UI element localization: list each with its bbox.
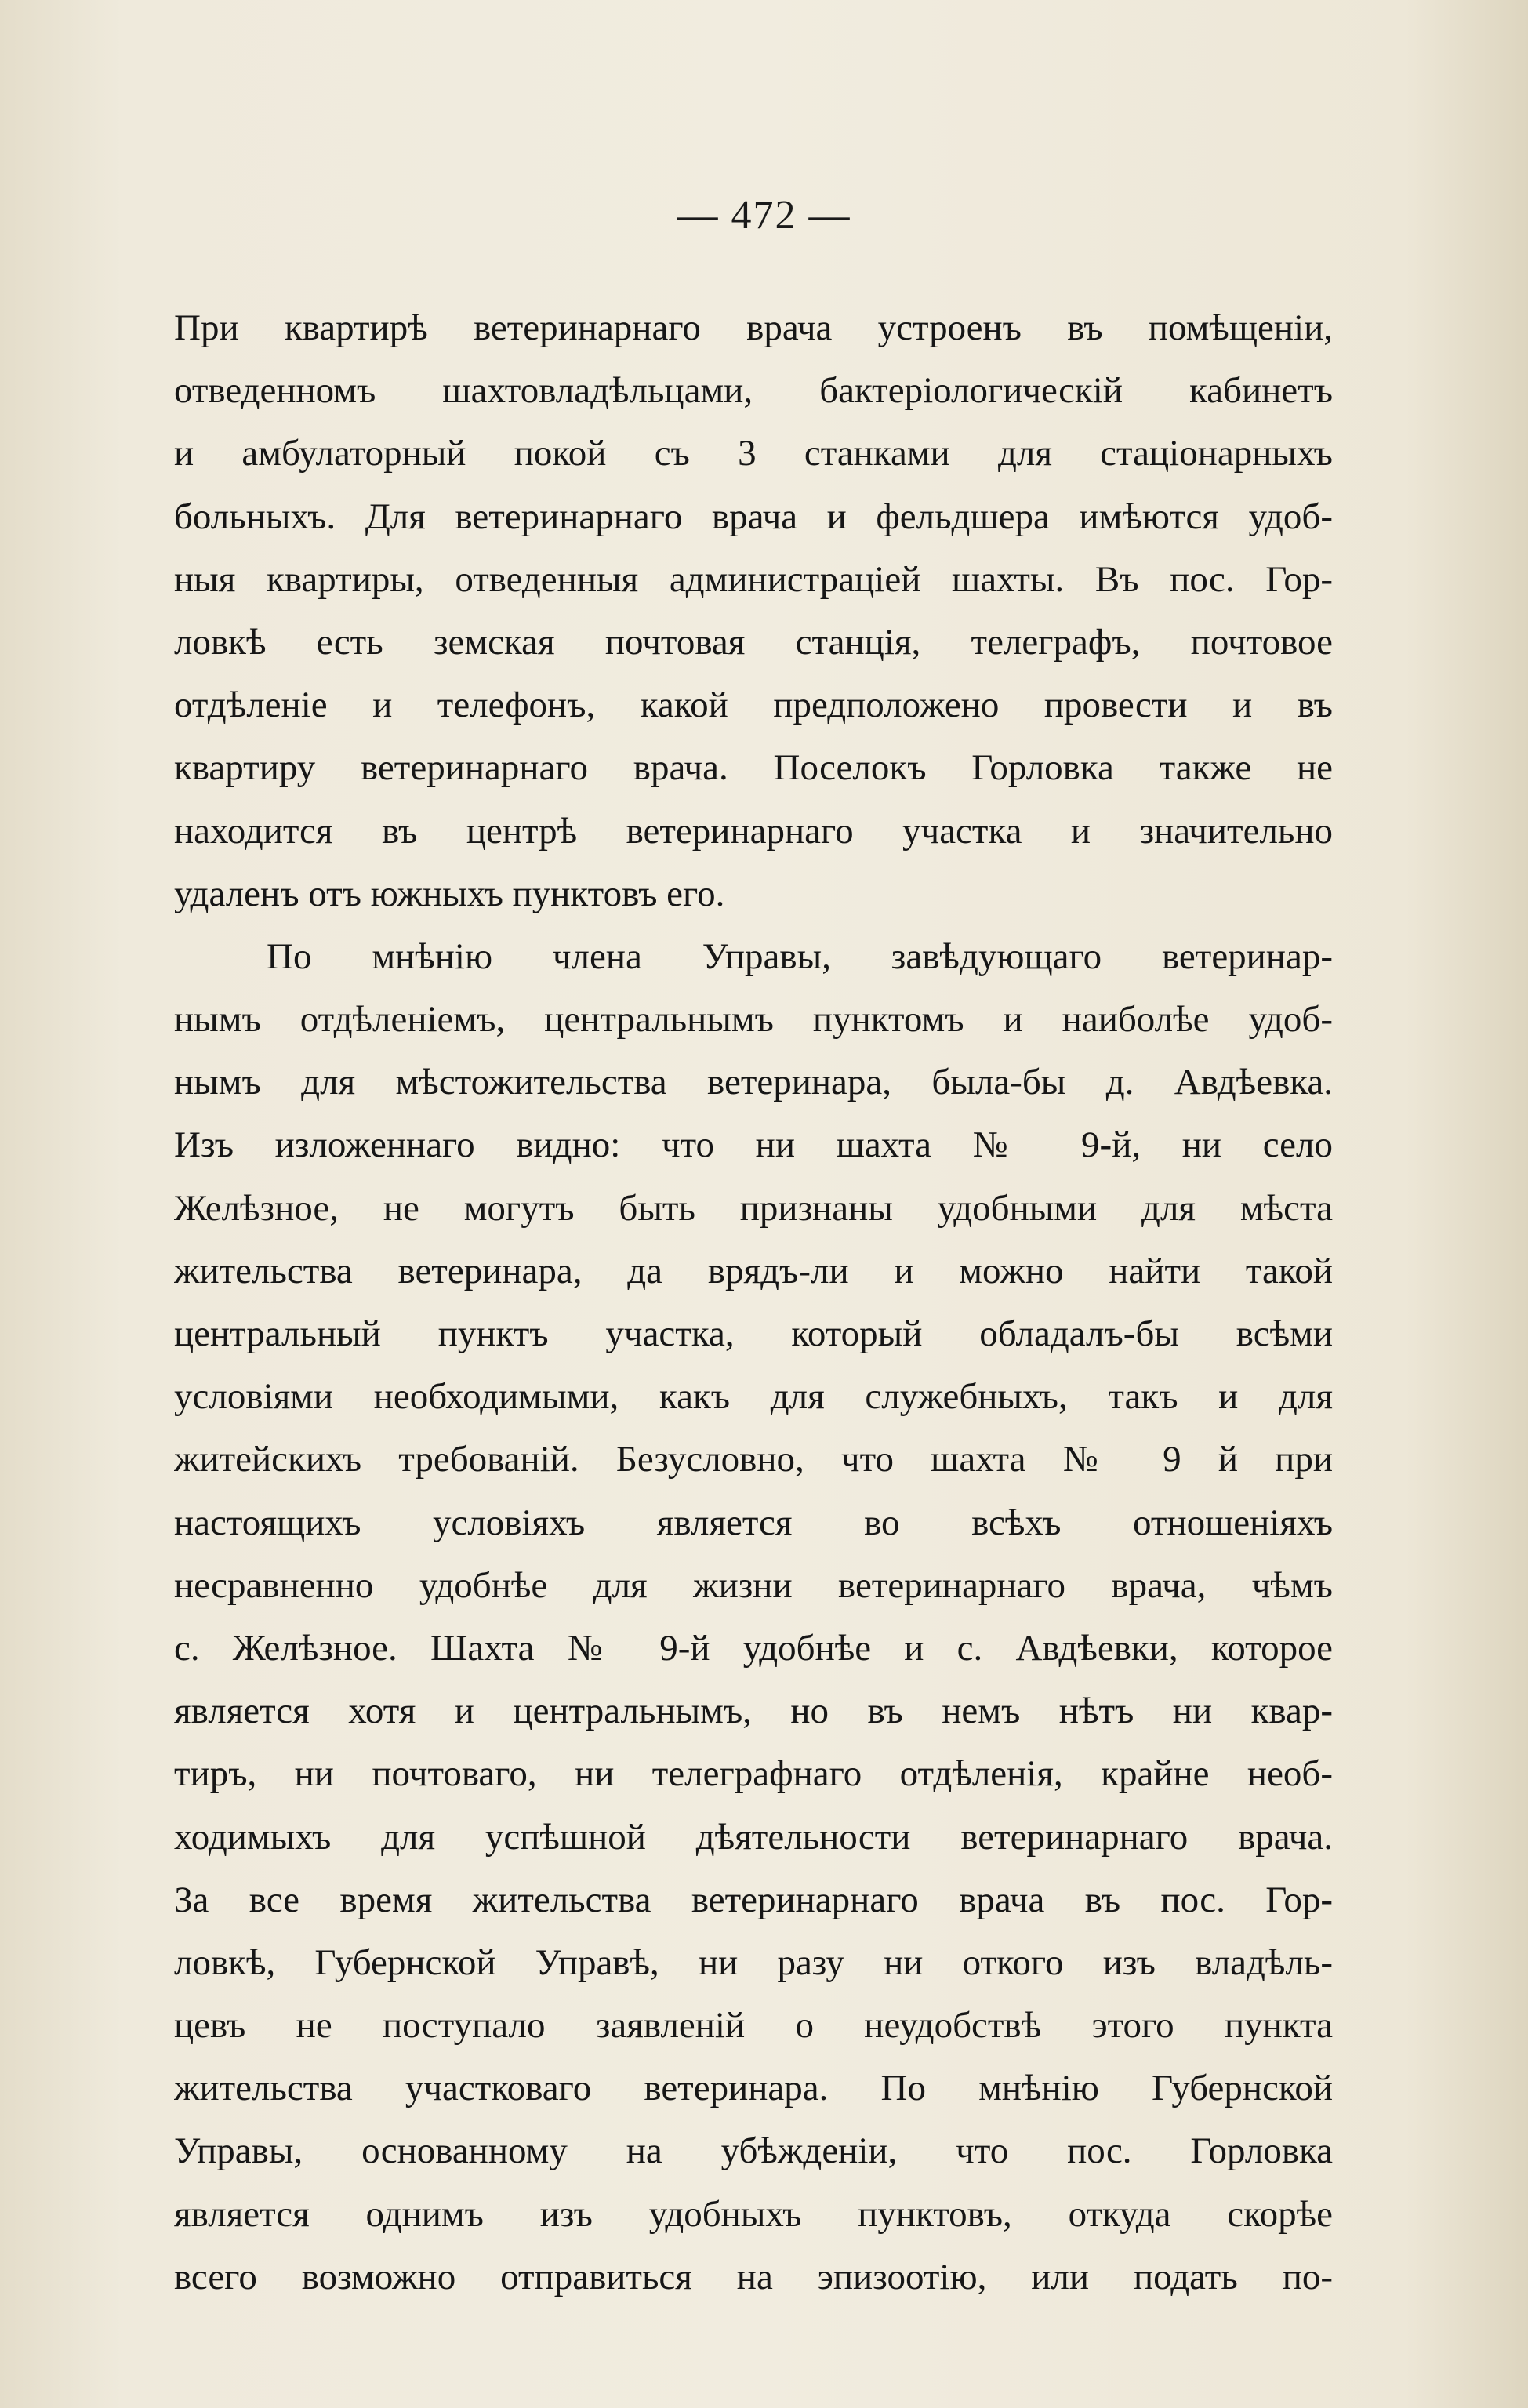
text-line: тиръ, ни почтоваго, ни телеграфнаго отдѣленія, крайне необ- (174, 1753, 1333, 1795)
text-line: удаленъ отъ южныхъ пунктовъ его. (174, 873, 725, 914)
text-line: цевъ не поступало заявленій о неудобствѣ этого пункта (174, 2005, 1333, 2047)
text-line: жительства ветеринара, да врядъ-ли и можно найти такой (174, 1250, 1333, 1291)
text-line: центральный пунктъ участка, который обладалъ-бы всѣми (174, 1313, 1333, 1354)
text-line: Управы, основанному на убѣжденіи, что пос. Горловка (174, 2130, 1333, 2172)
text-line: несравненно удобнѣе для жизни ветеринарнаго врача, чѣмъ (174, 1564, 1333, 1606)
text-line: ловкѣ есть земская почтовая станція, телеграфъ, почтовое (174, 621, 1333, 663)
text-line: За все время жительства ветеринарнаго врача въ пос. Гор- (174, 1879, 1333, 1920)
text-line: По мнѣнію члена Управы, завѣдующаго ветеринар- (267, 935, 1333, 977)
text-line: отведенномъ шахтовладѣльцами, бактеріологическій кабинетъ (174, 370, 1333, 412)
text-line: жительства участковаго ветеринара. По мнѣнію Губернской (174, 2068, 1333, 2109)
text-line: является однимъ изъ удобныхъ пунктовъ, откуда скорѣе (174, 2193, 1333, 2235)
text-line: больныхъ. Для ветеринарнаго врача и фельдшера имѣются удоб- (174, 496, 1333, 537)
text-line: отдѣленіе и телефонъ, какой предположено провести и въ (174, 685, 1333, 726)
text-line: Желѣзное, не могутъ быть признаны удобными для мѣста (174, 1187, 1333, 1229)
text-line: является хотя и центральнымъ, но въ немъ нѣтъ ни квар- (174, 1691, 1333, 1732)
text-line: житейскихъ требованій. Безусловно, что шахта № 9 й при (174, 1439, 1333, 1480)
text-line: ловкѣ, Губернской Управѣ, ни разу ни откого изъ владѣль- (174, 1941, 1333, 1983)
text-line: ныя квартиры, отведенныя администраціей шахты. Въ пос. Гор- (174, 558, 1333, 600)
text-line: нымъ для мѣстожительства ветеринара, была-бы д. Авдѣевка. (174, 1062, 1333, 1103)
text-line: нымъ отдѣленіемъ, центральнымъ пунктомъ и наиболѣе удоб- (174, 999, 1333, 1041)
text-line: и амбулаторный покой съ 3 станками для стаціонарныхъ (174, 433, 1333, 474)
text-line: условіями необходимыми, какъ для служебныхъ, такъ и для (174, 1376, 1333, 1418)
page-number: — 472 — (677, 193, 851, 238)
text-line: ходимыхъ для успѣшной дѣятельности ветеринарнаго врача. (174, 1816, 1333, 1858)
text-line: находится въ центрѣ ветеринарнаго участка и значительно (174, 810, 1333, 852)
text-line: При квартирѣ ветеринарнаго врача устроенъ въ помѣщеніи, (174, 307, 1333, 348)
body-text (174, 296, 1333, 2308)
text-line: всего возможно отправиться на эпизоотію, или подать по- (174, 2256, 1333, 2297)
text-line: квартиру ветеринарнаго врача. Поселокъ Горловка также не (174, 747, 1333, 789)
text-line: настоящихъ условіяхъ является во всѣхъ отношеніяхъ (174, 1502, 1333, 1543)
text-line: с. Желѣзное. Шахта № 9-й удобнѣе и с. Авдѣевки, которое (174, 1627, 1333, 1669)
text-line: Изъ изложеннаго видно: что ни шахта № 9-й, ни село (174, 1124, 1333, 1166)
